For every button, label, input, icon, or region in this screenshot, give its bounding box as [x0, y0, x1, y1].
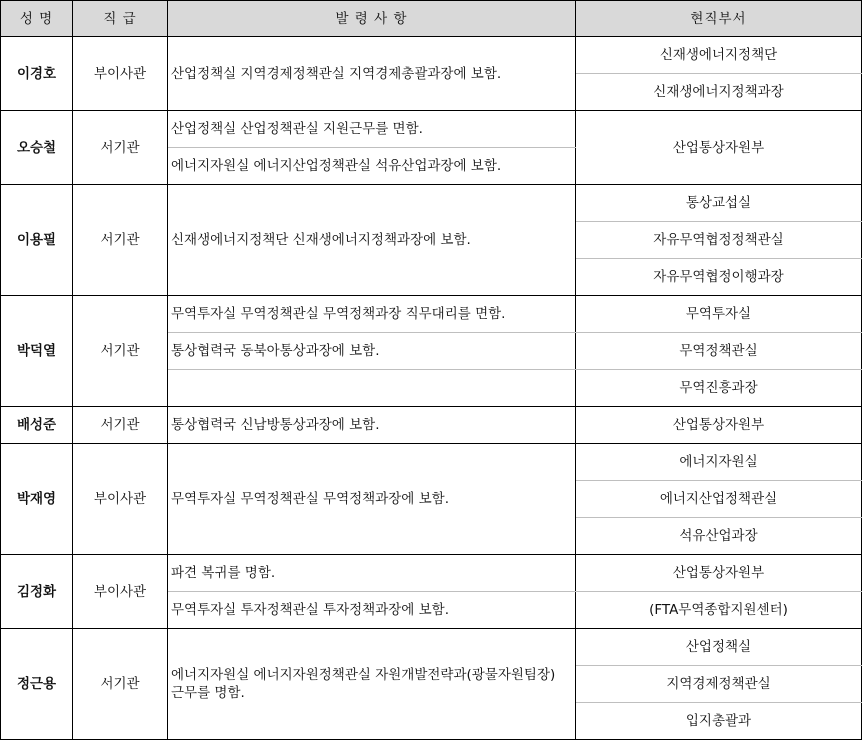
person-name: 오승철: [1, 111, 73, 185]
person-rank: 서기관: [73, 629, 168, 740]
header-rank: 직 급: [73, 1, 168, 37]
order-text: 산업정책실 산업정책관실 지원근무를 면함.: [168, 111, 576, 148]
dept-text: 산업통상자원부: [576, 407, 862, 444]
dept-text: 무역정책관실: [576, 333, 862, 370]
person-rank: 서기관: [73, 111, 168, 185]
dept-text: 통상교섭실: [576, 185, 862, 222]
dept-text: 지역경제정책관실: [576, 666, 862, 703]
header-name: 성 명: [1, 1, 73, 37]
header-order: 발 령 사 항: [168, 1, 576, 37]
dept-text: 자유무역협정정책관실: [576, 222, 862, 259]
person-name: 배성준: [1, 407, 73, 444]
person-name: 정근용: [1, 629, 73, 740]
order-text: [168, 370, 576, 407]
person-rank: 서기관: [73, 407, 168, 444]
dept-text: 입지총괄과: [576, 703, 862, 740]
person-rank: 서기관: [73, 185, 168, 296]
dept-text: 무역투자실: [576, 296, 862, 333]
dept-text: 산업통상자원부: [576, 555, 862, 592]
person-name: 이경호: [1, 37, 73, 111]
person-rank: 서기관: [73, 296, 168, 407]
dept-text: 산업정책실: [576, 629, 862, 666]
order-text: 에너지자원실 에너지자원정책관실 자원개발전략과(광물자원팀장) 근무를 명함.: [168, 629, 576, 740]
person-name: 이용필: [1, 185, 73, 296]
person-name: 박덕열: [1, 296, 73, 407]
dept-text: 에너지자원실: [576, 444, 862, 481]
dept-text: 산업통상자원부: [576, 111, 862, 185]
dept-text: 무역진흥과장: [576, 370, 862, 407]
order-text: 무역투자실 투자정책관실 투자정책과장에 보함.: [168, 592, 576, 629]
order-text: 통상협력국 동북아통상과장에 보함.: [168, 333, 576, 370]
order-text: 에너지자원실 에너지산업정책관실 석유산업과장에 보함.: [168, 148, 576, 185]
header-dept: 현직부서: [576, 1, 862, 37]
order-text: 파견 복귀를 명함.: [168, 555, 576, 592]
person-name: 김정화: [1, 555, 73, 629]
dept-text: 석유산업과장: [576, 518, 862, 555]
dept-text: 신재생에너지정책단: [576, 37, 862, 74]
order-text: 무역투자실 무역정책관실 무역정책과장에 보함.: [168, 444, 576, 555]
person-name: 박재영: [1, 444, 73, 555]
dept-text: (FTA무역종합지원센터): [576, 592, 862, 629]
order-text: 산업정책실 지역경제정책관실 지역경제총괄과장에 보함.: [168, 37, 576, 111]
person-rank: 부이사관: [73, 37, 168, 111]
order-text: 통상협력국 신남방통상과장에 보함.: [168, 407, 576, 444]
order-text: 신재생에너지정책단 신재생에너지정책과장에 보함.: [168, 185, 576, 296]
dept-text: 신재생에너지정책과장: [576, 74, 862, 111]
dept-text: 에너지산업정책관실: [576, 481, 862, 518]
person-rank: 부이사관: [73, 555, 168, 629]
dept-text: 자유무역협정이행과장: [576, 259, 862, 296]
order-text: 무역투자실 무역정책관실 무역정책과장 직무대리를 면함.: [168, 296, 576, 333]
person-rank: 부이사관: [73, 444, 168, 555]
